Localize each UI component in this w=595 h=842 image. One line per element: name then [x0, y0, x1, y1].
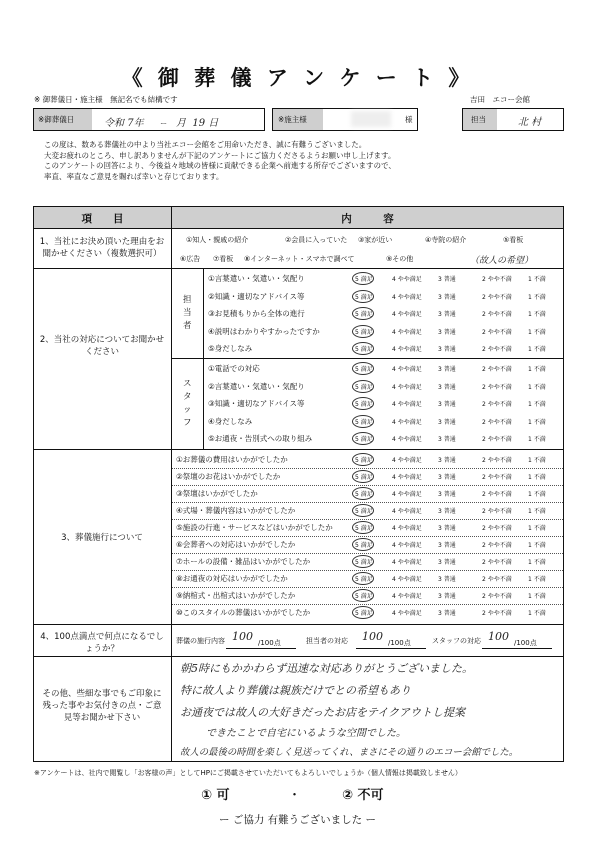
- scale-option[interactable]: 2 やや不満: [482, 436, 512, 443]
- scale-option[interactable]: 3 普通: [438, 474, 456, 481]
- consent-separator: ・: [288, 788, 302, 803]
- top-note: ※ 御葬儀日・施主様 無記名でも結構です: [34, 95, 178, 104]
- selected-mark: [352, 453, 374, 466]
- row-divider: [172, 553, 563, 554]
- scale-option[interactable]: 3 普通: [438, 525, 456, 532]
- staff-field[interactable]: [462, 108, 564, 131]
- selected-mark: [352, 325, 374, 338]
- selected-mark: [352, 555, 374, 568]
- q3-item: ①お葬儀の費用はいかがでしたか: [176, 455, 288, 464]
- scale-option[interactable]: 2 やや不満: [482, 383, 512, 391]
- scale-option[interactable]: 1 不満: [528, 383, 546, 391]
- selected-mark: [352, 521, 374, 534]
- q3-item: ⑨納棺式・出棺式はいかがでしたか: [176, 591, 296, 600]
- scale-option[interactable]: 2 やや不満: [482, 559, 512, 566]
- scale-option[interactable]: 5 満足: [355, 418, 373, 426]
- intro-text: この度は、数ある葬儀社の中より当社エコー会館をご用命いただき、誠に有難うございました。 大変お疲れのところ、申し訳ありませんが下記のアンケートにご協力くださるようお願い申し上げます。 このアンケートの回答により、今後益々地域の皆様に貢献できる企業へ前進する所存でございますので、 率直、率直なご意見を賜れば幸いと存じております。: [44, 140, 396, 181]
- thanks-message: ー ご協力 有難うございました ー: [218, 814, 376, 826]
- scale-option[interactable]: 1 不満: [528, 525, 546, 532]
- scale-option[interactable]: 5 満足: [355, 383, 373, 391]
- scale-option[interactable]: 5 満足: [355, 474, 373, 481]
- q1-option[interactable]: ⑦看板: [213, 255, 234, 263]
- scale-option[interactable]: 4 やや満足: [392, 525, 422, 532]
- scale-option[interactable]: 3 普通: [438, 276, 456, 283]
- scale-option[interactable]: 2 やや不満: [482, 311, 512, 318]
- scale-option[interactable]: 5 満足: [355, 576, 373, 583]
- selected-mark: [352, 606, 374, 619]
- scale-option[interactable]: 1 不満: [528, 559, 546, 566]
- q1-other-answer: （故人の希望）: [470, 256, 534, 266]
- scale-option[interactable]: 2 やや不満: [482, 346, 512, 353]
- scale-option[interactable]: 2 やや不満: [482, 508, 512, 515]
- funeral-date-value: 令和 7年 ー 月 19 日: [104, 118, 219, 129]
- q2-item: ④説明はわかりやすかったですか: [208, 326, 320, 336]
- score-underline: [482, 648, 552, 649]
- q2-item: ②言葉遣い・気遣い・気配り: [208, 381, 305, 391]
- scale-option[interactable]: 5 満足: [355, 559, 373, 566]
- scale-option[interactable]: 3 普通: [438, 436, 456, 443]
- selected-mark: [352, 362, 374, 375]
- scale-option[interactable]: 2 やや不満: [482, 328, 512, 336]
- score-label: 担当者の対応: [306, 637, 348, 645]
- scale-option[interactable]: 1 不満: [528, 436, 546, 443]
- scale-option[interactable]: 2 やや不満: [482, 542, 512, 549]
- q3-item: ⑩このスタイルの葬儀はいかがでしたか: [176, 608, 311, 617]
- scale-option[interactable]: 3 普通: [438, 293, 456, 301]
- scale-option[interactable]: 1 不満: [528, 491, 546, 498]
- page-title: 《 御 葬 儀 ア ン ケ ー ト 》: [121, 66, 474, 90]
- scale-option[interactable]: 3 普通: [438, 311, 456, 318]
- scale-option[interactable]: 5 満足: [355, 328, 373, 336]
- q2-item: ③お見積もりから全体の進行: [208, 309, 305, 318]
- q1-label: 1、当社にお決め頂いた理由をお聞かせください（複数選択可）: [39, 237, 165, 259]
- score-unit: /100点: [258, 639, 281, 647]
- scale-option[interactable]: 1 不満: [528, 328, 546, 336]
- scale-option[interactable]: 4 やや満足: [392, 346, 422, 353]
- selected-mark: [352, 470, 374, 483]
- score-unit: /100点: [514, 639, 537, 647]
- q1-option[interactable]: ⑤看板: [503, 236, 524, 244]
- row-divider: [172, 502, 563, 503]
- scale-option[interactable]: 3 普通: [438, 401, 456, 408]
- q1-option[interactable]: ⑨その他: [386, 255, 414, 263]
- host-name-label: ※施主様: [278, 115, 307, 124]
- score-underline: [356, 648, 426, 649]
- scale-option[interactable]: 1 不満: [528, 401, 546, 408]
- q2-item: ④身だしなみ: [208, 416, 253, 426]
- consent-yes[interactable]: ① 可: [201, 788, 230, 803]
- survey-table: [33, 206, 564, 762]
- scale-option[interactable]: 4 やや満足: [392, 328, 422, 336]
- q1-option[interactable]: ④寺院の紹介: [425, 236, 467, 244]
- selected-mark: [352, 432, 374, 445]
- scale-option[interactable]: 5 満足: [355, 276, 373, 283]
- comment-line: 朝5時にもかかわらず迅速な対応ありがとうございました。: [180, 662, 473, 675]
- consent-no[interactable]: ② 不可: [342, 788, 384, 803]
- selected-mark: [352, 307, 374, 320]
- scale-option[interactable]: 3 普通: [438, 576, 456, 583]
- row-divider: [172, 536, 563, 537]
- q2-item: ⑤お通夜・告別式への取り組み: [208, 434, 313, 443]
- q3-item: ③祭壇はいかがでしたか: [176, 489, 258, 498]
- host-name-suffix: 様: [405, 115, 413, 124]
- q2-label: 2、当社の対応についてお聞かせください: [39, 335, 165, 357]
- selected-mark: [352, 487, 374, 500]
- row-divider: [172, 485, 563, 486]
- scale-option[interactable]: 4 やや満足: [392, 293, 422, 301]
- scale-option[interactable]: 4 やや満足: [392, 457, 422, 464]
- scale-option[interactable]: 5 満足: [355, 593, 373, 600]
- scale-option[interactable]: 1 不満: [528, 576, 546, 583]
- scale-option[interactable]: 5 満足: [355, 525, 373, 532]
- q1-option[interactable]: ⑧インターネット・スマホで調べて: [244, 255, 355, 263]
- selected-mark: [352, 572, 374, 585]
- scale-option[interactable]: 3 普通: [438, 542, 456, 549]
- scale-option[interactable]: 3 普通: [438, 610, 456, 617]
- q3-item: ④式場・葬儀内容はいかがでしたか: [176, 506, 296, 515]
- selected-mark: [352, 504, 374, 517]
- scale-option[interactable]: 2 やや不満: [482, 610, 512, 617]
- score-label: 葬儀の施行内容: [176, 637, 225, 645]
- q2-item: ①言葉遣い・気遣い・気配り: [208, 274, 305, 283]
- selected-mark: [352, 589, 374, 602]
- scale-option[interactable]: 3 普通: [438, 559, 456, 566]
- scale-option[interactable]: 5 満足: [355, 366, 373, 373]
- q3-label: 3、葬儀施行について: [61, 533, 143, 543]
- q1-option[interactable]: ①知人・親戚の紹介: [186, 236, 249, 244]
- score-value[interactable]: 100: [232, 630, 253, 643]
- q2-item: ⑤身だしなみ: [208, 344, 253, 353]
- scale-option[interactable]: 4 やや満足: [392, 508, 422, 515]
- selected-mark: [352, 342, 374, 355]
- q3-item: ⑧お通夜の対応はいかがでしたか: [176, 574, 288, 583]
- selected-mark: [352, 397, 374, 410]
- score-value[interactable]: 100: [362, 630, 383, 643]
- scale-option[interactable]: 4 やや満足: [392, 474, 422, 481]
- scale-option[interactable]: 3 普通: [438, 491, 456, 498]
- scale-option[interactable]: 2 やや不満: [482, 401, 512, 408]
- scale-option[interactable]: 5 満足: [355, 311, 373, 318]
- scale-option[interactable]: 3 普通: [438, 508, 456, 515]
- scale-option[interactable]: 1 不満: [528, 418, 546, 426]
- row-divider: [172, 519, 563, 520]
- scale-option[interactable]: 1 不満: [528, 610, 546, 617]
- scale-option[interactable]: 1 不満: [528, 542, 546, 549]
- staff-label: 担当: [471, 115, 486, 124]
- scale-option[interactable]: 4 やや満足: [392, 401, 422, 408]
- funeral-date-field[interactable]: [33, 108, 265, 131]
- host-name-field[interactable]: [272, 108, 418, 131]
- scale-option[interactable]: 4 やや満足: [392, 436, 422, 443]
- scale-option[interactable]: 5 満足: [355, 457, 373, 464]
- scale-option[interactable]: 4 やや満足: [392, 383, 422, 391]
- scale-option[interactable]: 5 満足: [355, 293, 373, 301]
- scale-option[interactable]: 1 不満: [528, 366, 546, 373]
- scale-option[interactable]: 4 やや満足: [392, 311, 422, 318]
- redacted-name: [351, 111, 391, 127]
- q1-option[interactable]: ⑥広告: [180, 255, 201, 263]
- scale-option[interactable]: 2 やや不満: [482, 457, 512, 464]
- score-value[interactable]: 100: [488, 630, 509, 643]
- scale-option[interactable]: 3 普通: [438, 346, 456, 353]
- scale-option[interactable]: 1 不満: [528, 276, 546, 283]
- scale-option[interactable]: 3 普通: [438, 457, 456, 464]
- selected-mark: [352, 290, 374, 303]
- scale-option[interactable]: 1 不満: [528, 508, 546, 515]
- scale-option[interactable]: 1 不満: [528, 346, 546, 353]
- scale-option[interactable]: 2 やや不満: [482, 276, 512, 283]
- header-item: 項 目: [81, 213, 124, 225]
- q2-group1-label: 担当者: [183, 295, 192, 331]
- scale-option[interactable]: 3 普通: [438, 593, 456, 600]
- scale-option[interactable]: 2 やや不満: [482, 593, 512, 600]
- scale-option[interactable]: 2 やや不満: [482, 474, 512, 481]
- q1-option[interactable]: ②会員に入っていた: [285, 236, 348, 244]
- scale-option[interactable]: 1 不満: [528, 593, 546, 600]
- q2-item: ②知識・適切なアドバイス等: [208, 291, 305, 301]
- scale-option[interactable]: 2 やや不満: [482, 491, 512, 498]
- q3-item: ②祭壇のお花はいかがでしたか: [176, 472, 281, 481]
- scale-option[interactable]: 4 やや満足: [392, 418, 422, 426]
- scale-option[interactable]: 5 満足: [355, 610, 373, 617]
- scale-option[interactable]: 5 満足: [355, 436, 373, 443]
- scale-option[interactable]: 2 やや不満: [482, 293, 512, 301]
- score-underline: [226, 648, 296, 649]
- scale-option[interactable]: 1 不満: [528, 457, 546, 464]
- q1-option[interactable]: ③家が近い: [358, 236, 393, 244]
- q4-label: 4、100点満点で何点になるでしょうか？: [40, 632, 164, 654]
- row-divider: [172, 587, 563, 588]
- selected-mark: [352, 380, 374, 393]
- scale-option[interactable]: 4 やや満足: [392, 276, 422, 283]
- comment-line: 特に故人より葬儀は親族だけでとの希望もあり: [180, 684, 411, 697]
- scale-option[interactable]: 5 満足: [355, 542, 373, 549]
- scale-option[interactable]: 3 普通: [438, 418, 456, 426]
- q5-label: その他、些細な事でもご印象に残った事やお気付きの点・ご意見等お聞かせ下さい: [42, 689, 162, 723]
- header-content: 内 容: [341, 213, 394, 225]
- row-divider: [172, 604, 563, 605]
- funeral-date-label: ※御葬儀日: [38, 115, 75, 124]
- q2-item: ①電話での対応: [208, 364, 260, 373]
- scale-option[interactable]: 5 満足: [355, 401, 373, 408]
- selected-mark: [352, 415, 374, 428]
- scale-option[interactable]: 4 やや満足: [392, 559, 422, 566]
- scale-option[interactable]: 4 やや満足: [392, 366, 422, 373]
- scale-option[interactable]: 2 やや不満: [482, 418, 512, 426]
- comment-line: お通夜では故人の大好きだったお店をテイクアウトし提案: [180, 706, 466, 719]
- scale-option[interactable]: 3 普通: [438, 366, 456, 373]
- scale-option[interactable]: 4 やや満足: [392, 593, 422, 600]
- scale-option[interactable]: 2 やや不満: [482, 576, 512, 583]
- scale-option[interactable]: 2 やや不満: [482, 366, 512, 373]
- q3-item: ⑥会葬者への対応はいかがでしたか: [176, 540, 296, 549]
- comment-line: できたことで自宅にいるような空間でした。: [206, 728, 406, 739]
- q3-item: ⑤施設の行進・サービスなどはいかがでしたか: [176, 523, 333, 532]
- row-divider: [172, 468, 563, 469]
- scale-option[interactable]: 1 不満: [528, 311, 546, 318]
- scale-option[interactable]: 5 満足: [355, 346, 373, 353]
- selected-mark: [352, 272, 374, 285]
- selected-mark: [352, 538, 374, 551]
- q2-item: ③知識・適切なアドバイス等: [208, 399, 305, 408]
- scale-option[interactable]: 5 満足: [355, 491, 373, 498]
- q3-item: ⑦ホールの設備・雑品はいかがでしたか: [176, 557, 311, 566]
- q2-group2-label: スタッフ: [183, 379, 192, 428]
- scale-option[interactable]: 3 普通: [438, 328, 456, 336]
- scale-option[interactable]: 3 普通: [438, 383, 456, 391]
- score-unit: /100点: [388, 639, 411, 647]
- scale-option[interactable]: 2 やや不満: [482, 525, 512, 532]
- scale-option[interactable]: 4 やや満足: [392, 576, 422, 583]
- score-label: スタッフの対応: [432, 637, 481, 645]
- scale-option[interactable]: 4 やや満足: [392, 491, 422, 498]
- scale-option[interactable]: 1 不満: [528, 474, 546, 481]
- scale-option[interactable]: 4 やや満足: [392, 542, 422, 549]
- scale-option[interactable]: 4 やや満足: [392, 610, 422, 617]
- comment-line: 故人の最後の時間を楽しく見送ってくれ、まさにその通りのエコー会館でした。: [180, 747, 519, 758]
- footer-note: ※アンケートは、社内で閲覧し「お客様の声」としてHPにご掲載させていただいてもよろしいでしょうか（個人情報は掲載致しません）: [34, 769, 462, 777]
- staff-value: 北 村: [518, 117, 542, 128]
- scale-option[interactable]: 1 不満: [528, 293, 546, 301]
- company-label: 吉田 エコー会館: [470, 95, 530, 104]
- scale-option[interactable]: 5 満足: [355, 508, 373, 515]
- row-divider: [172, 570, 563, 571]
